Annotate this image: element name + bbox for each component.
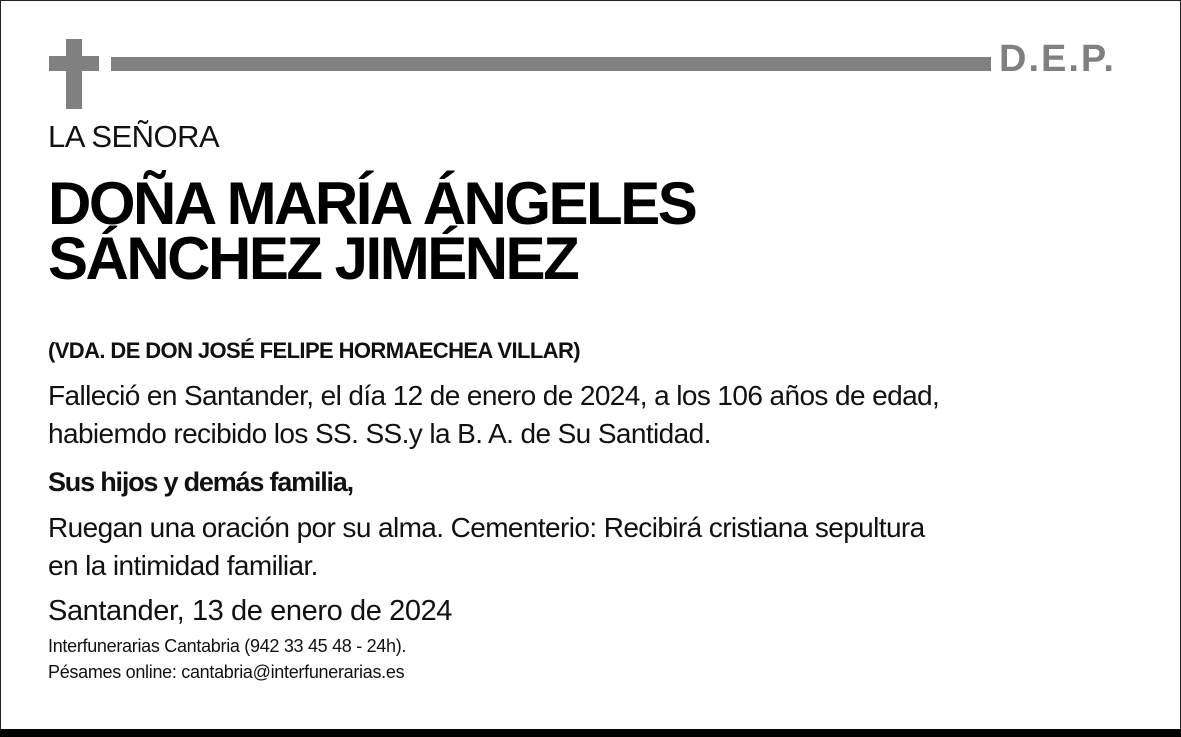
deceased-name-line1: DOÑA MARÍA ÁNGELES — [48, 170, 696, 237]
condolences-contact: Pésames online: cantabria@interfunerarias.es — [48, 662, 405, 682]
funeral-home: Interfunerarias Cantabria (942 33 45 48 - 24h). — [48, 636, 407, 656]
request-line2: en la intimidad familiar. — [48, 550, 318, 581]
cross-icon — [49, 39, 99, 109]
dep-label: D.E.P. — [999, 38, 1116, 80]
family-heading: Sus hijos y demás familia, — [48, 467, 353, 497]
bottom-rule — [0, 729, 1181, 737]
death-details-line2: habiemdo recibido los SS. SS.y la B. A. de Su Santidad. — [48, 418, 711, 449]
place-date: Santander, 13 de enero de 2024 — [48, 595, 453, 627]
widow-of: (VDA. DE DON JOSÉ FELIPE HORMAECHEA VILLAR) — [48, 338, 580, 363]
death-details-line1: Falleció en Santander, el día 12 de enero de 2024, a los 106 años de edad, — [48, 380, 940, 411]
deceased-name-line2: SÁNCHEZ JIMÉNEZ — [48, 225, 578, 292]
header-divider — [111, 57, 991, 71]
request-line1: Ruegan una oración por su alma. Cementerio: Recibirá cristiana sepultura — [48, 512, 925, 543]
title-prefix: LA SEÑORA — [48, 119, 220, 154]
